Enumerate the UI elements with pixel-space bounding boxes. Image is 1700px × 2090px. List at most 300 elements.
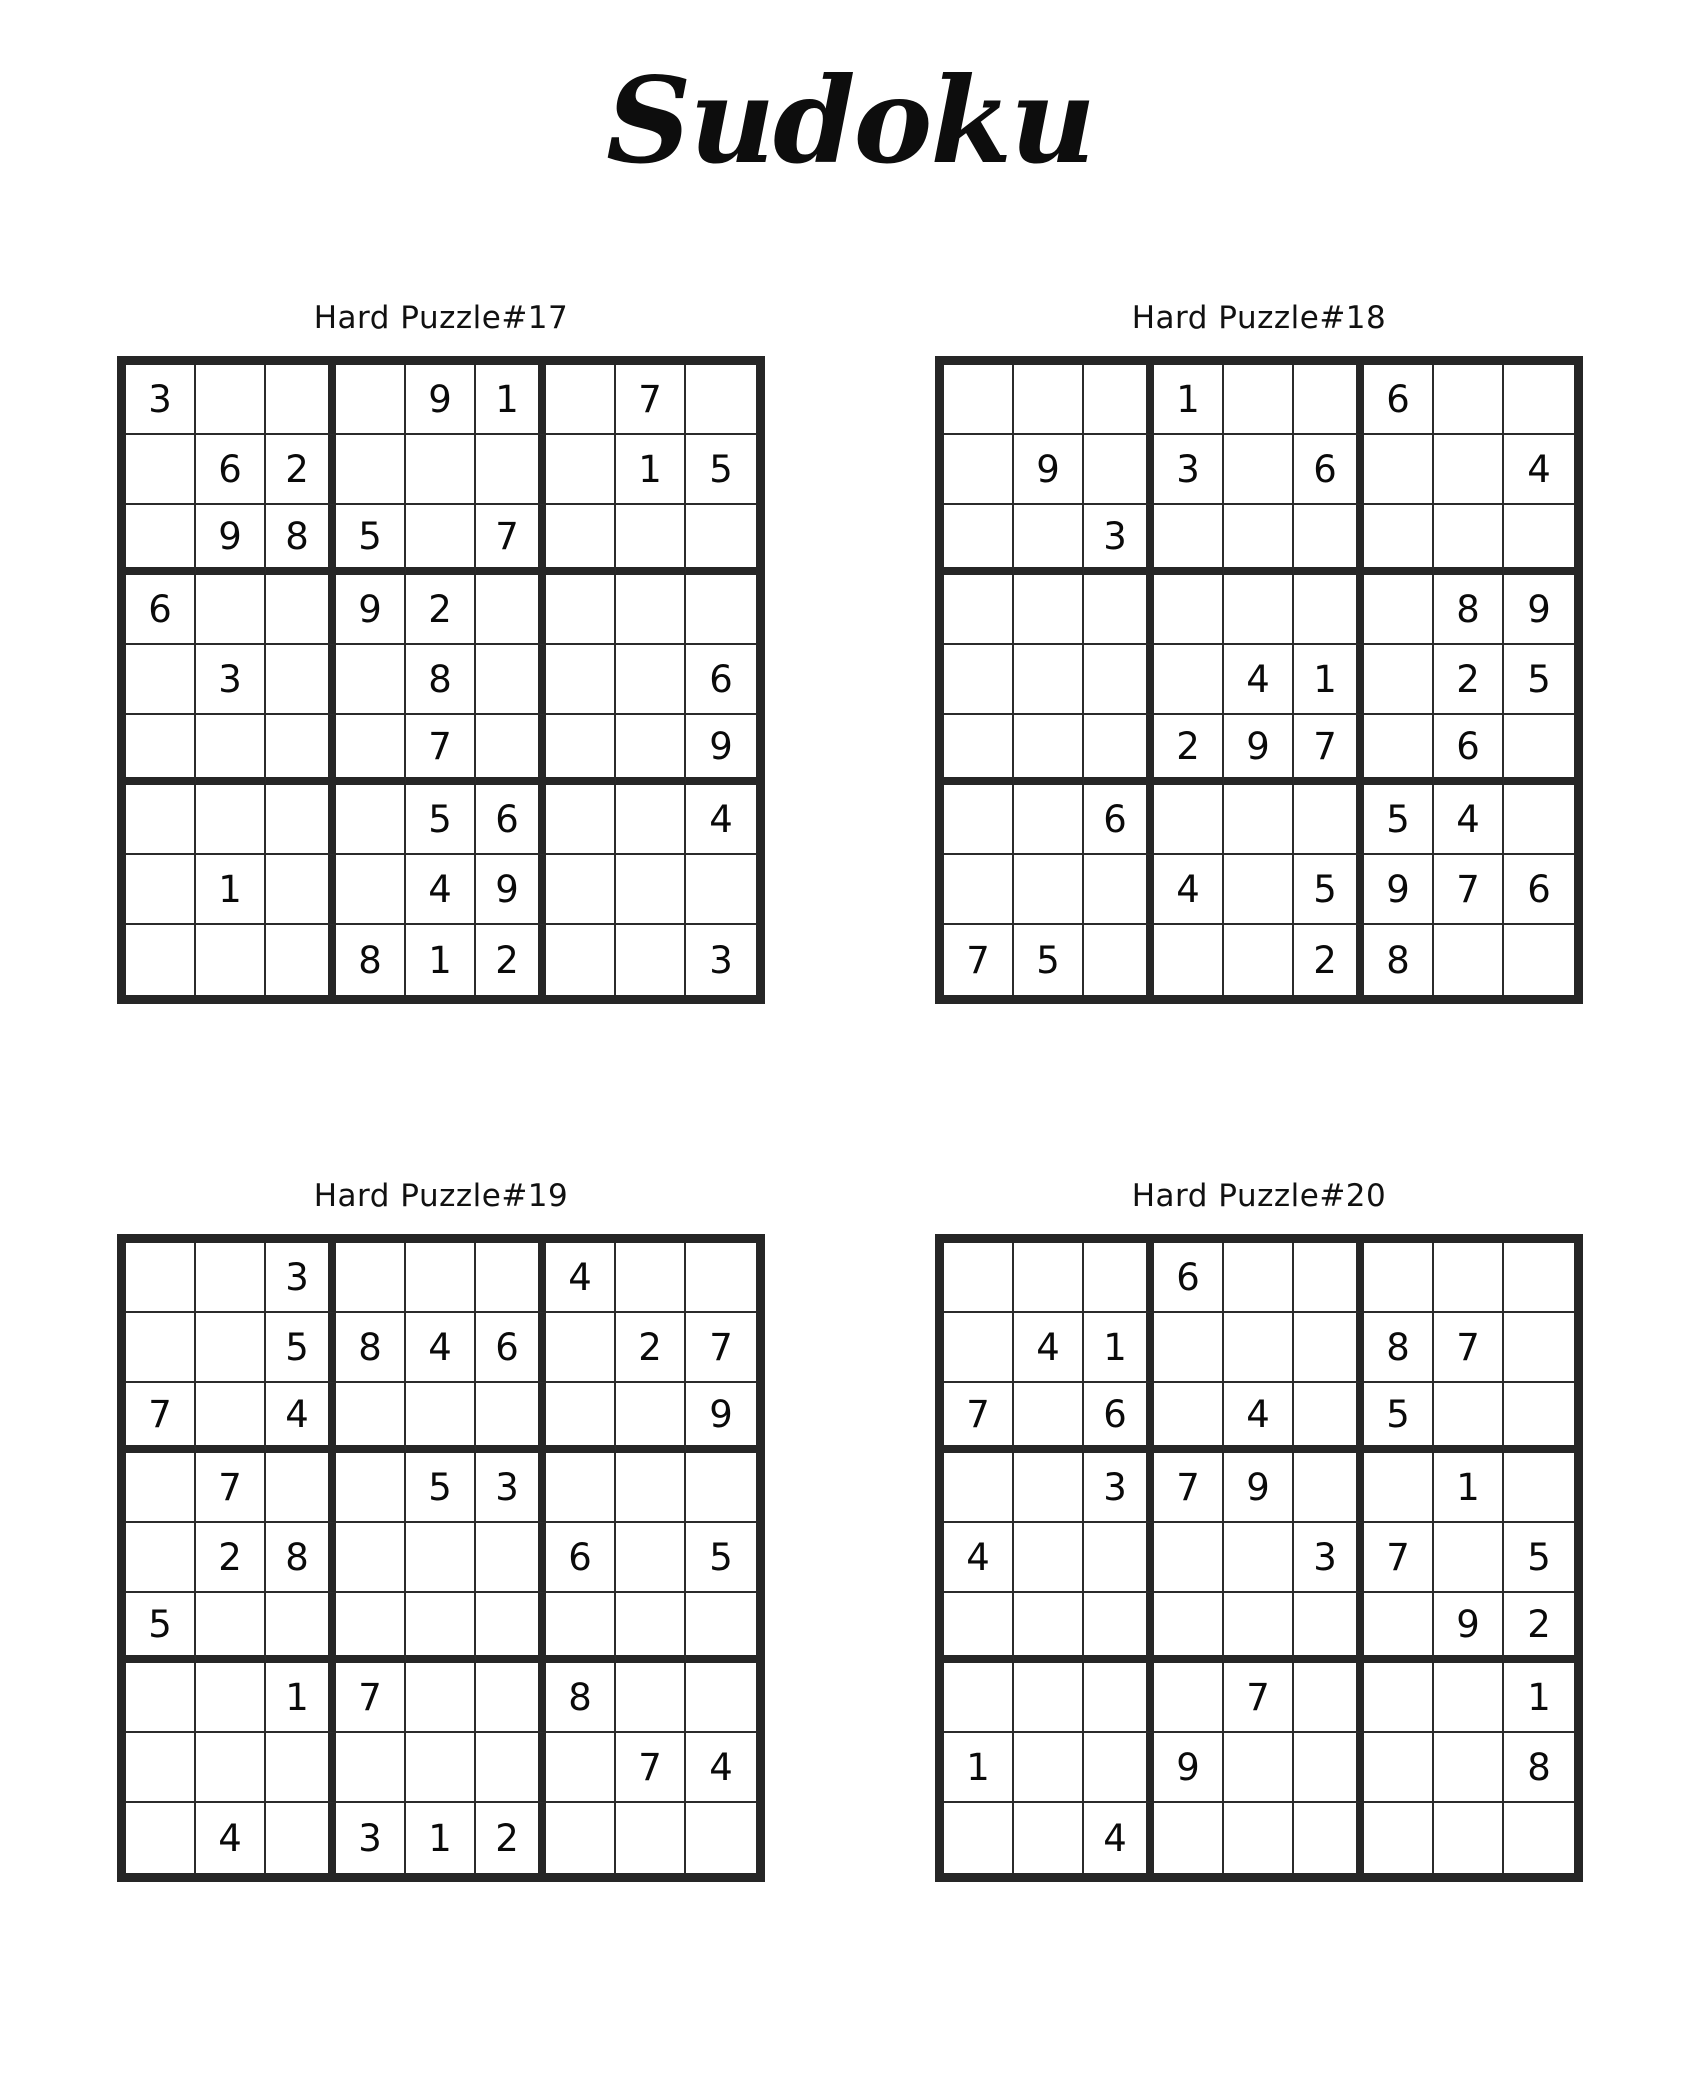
sudoku-cell-p17-r3c4[interactable]: 5 (336, 505, 406, 575)
sudoku-cell-p19-r3c7[interactable] (546, 1383, 616, 1453)
sudoku-cell-p17-r2c9[interactable]: 5 (686, 435, 756, 505)
sudoku-cell-p18-r2c3[interactable] (1084, 435, 1154, 505)
sudoku-cell-p17-r7c4[interactable] (336, 785, 406, 855)
sudoku-cell-p18-r2c2[interactable]: 9 (1014, 435, 1084, 505)
sudoku-cell-p19-r8c7[interactable] (546, 1733, 616, 1803)
sudoku-cell-p19-r4c3[interactable] (266, 1453, 336, 1523)
sudoku-cell-p17-r8c8[interactable] (616, 855, 686, 925)
sudoku-cell-p19-r1c7[interactable]: 4 (546, 1243, 616, 1313)
sudoku-cell-p19-r2c2[interactable] (196, 1313, 266, 1383)
sudoku-cell-p18-r1c3[interactable] (1084, 365, 1154, 435)
sudoku-cell-p19-r4c8[interactable] (616, 1453, 686, 1523)
sudoku-cell-p19-r6c1[interactable]: 5 (126, 1593, 196, 1663)
sudoku-cell-p19-r1c5[interactable] (406, 1243, 476, 1313)
sudoku-cell-p18-r3c8[interactable] (1434, 505, 1504, 575)
sudoku-cell-p20-r5c6[interactable]: 3 (1294, 1523, 1364, 1593)
sudoku-cell-p19-r9c9[interactable] (686, 1803, 756, 1873)
sudoku-cell-p20-r4c6[interactable] (1294, 1453, 1364, 1523)
sudoku-cell-p17-r8c4[interactable] (336, 855, 406, 925)
sudoku-cell-p19-r1c6[interactable] (476, 1243, 546, 1313)
sudoku-cell-p20-r1c4[interactable]: 6 (1154, 1243, 1224, 1313)
sudoku-cell-p19-r2c1[interactable] (126, 1313, 196, 1383)
sudoku-cell-p19-r5c5[interactable] (406, 1523, 476, 1593)
sudoku-cell-p19-r5c4[interactable] (336, 1523, 406, 1593)
sudoku-cell-p20-r2c4[interactable] (1154, 1313, 1224, 1383)
sudoku-cell-p17-r5c9[interactable]: 6 (686, 645, 756, 715)
sudoku-cell-p18-r5c3[interactable] (1084, 645, 1154, 715)
sudoku-cell-p20-r8c3[interactable] (1084, 1733, 1154, 1803)
sudoku-cell-p17-r9c6[interactable]: 2 (476, 925, 546, 995)
sudoku-cell-p19-r6c7[interactable] (546, 1593, 616, 1663)
sudoku-cell-p18-r8c3[interactable] (1084, 855, 1154, 925)
sudoku-cell-p18-r9c7[interactable]: 8 (1364, 925, 1434, 995)
sudoku-cell-p17-r9c8[interactable] (616, 925, 686, 995)
sudoku-cell-p18-r1c4[interactable]: 1 (1154, 365, 1224, 435)
sudoku-cell-p20-r5c9[interactable]: 5 (1504, 1523, 1574, 1593)
sudoku-cell-p19-r7c9[interactable] (686, 1663, 756, 1733)
sudoku-cell-p18-r6c5[interactable]: 9 (1224, 715, 1294, 785)
sudoku-cell-p20-r2c2[interactable]: 4 (1014, 1313, 1084, 1383)
sudoku-cell-p19-r3c1[interactable]: 7 (126, 1383, 196, 1453)
sudoku-cell-p17-r8c3[interactable] (266, 855, 336, 925)
sudoku-cell-p19-r5c7[interactable]: 6 (546, 1523, 616, 1593)
sudoku-cell-p20-r2c6[interactable] (1294, 1313, 1364, 1383)
sudoku-cell-p19-r7c3[interactable]: 1 (266, 1663, 336, 1733)
sudoku-cell-p20-r8c1[interactable]: 1 (944, 1733, 1014, 1803)
sudoku-cell-p18-r2c4[interactable]: 3 (1154, 435, 1224, 505)
sudoku-cell-p18-r6c4[interactable]: 2 (1154, 715, 1224, 785)
sudoku-cell-p19-r6c5[interactable] (406, 1593, 476, 1663)
sudoku-cell-p20-r3c6[interactable] (1294, 1383, 1364, 1453)
sudoku-cell-p18-r8c1[interactable] (944, 855, 1014, 925)
sudoku-cell-p17-r3c5[interactable] (406, 505, 476, 575)
sudoku-cell-p18-r4c2[interactable] (1014, 575, 1084, 645)
sudoku-cell-p20-r2c5[interactable] (1224, 1313, 1294, 1383)
sudoku-cell-p17-r2c3[interactable]: 2 (266, 435, 336, 505)
sudoku-cell-p20-r8c5[interactable] (1224, 1733, 1294, 1803)
sudoku-cell-p19-r6c3[interactable] (266, 1593, 336, 1663)
sudoku-cell-p19-r7c5[interactable] (406, 1663, 476, 1733)
sudoku-cell-p18-r1c9[interactable] (1504, 365, 1574, 435)
sudoku-cell-p19-r3c2[interactable] (196, 1383, 266, 1453)
sudoku-cell-p17-r7c6[interactable]: 6 (476, 785, 546, 855)
sudoku-cell-p18-r4c1[interactable] (944, 575, 1014, 645)
sudoku-cell-p17-r8c5[interactable]: 4 (406, 855, 476, 925)
sudoku-cell-p18-r2c5[interactable] (1224, 435, 1294, 505)
sudoku-cell-p18-r6c7[interactable] (1364, 715, 1434, 785)
sudoku-cell-p17-r9c1[interactable] (126, 925, 196, 995)
sudoku-cell-p19-r2c8[interactable]: 2 (616, 1313, 686, 1383)
sudoku-cell-p20-r6c1[interactable] (944, 1593, 1014, 1663)
sudoku-cell-p18-r9c1[interactable]: 7 (944, 925, 1014, 995)
sudoku-cell-p19-r8c1[interactable] (126, 1733, 196, 1803)
sudoku-cell-p19-r2c4[interactable]: 8 (336, 1313, 406, 1383)
sudoku-cell-p17-r7c5[interactable]: 5 (406, 785, 476, 855)
sudoku-cell-p20-r5c1[interactable]: 4 (944, 1523, 1014, 1593)
sudoku-cell-p18-r1c2[interactable] (1014, 365, 1084, 435)
sudoku-cell-p17-r7c9[interactable]: 4 (686, 785, 756, 855)
sudoku-cell-p18-r5c2[interactable] (1014, 645, 1084, 715)
sudoku-cell-p20-r9c5[interactable] (1224, 1803, 1294, 1873)
sudoku-cell-p17-r1c9[interactable] (686, 365, 756, 435)
sudoku-cell-p17-r2c4[interactable] (336, 435, 406, 505)
sudoku-cell-p20-r1c2[interactable] (1014, 1243, 1084, 1313)
sudoku-cell-p17-r1c5[interactable]: 9 (406, 365, 476, 435)
sudoku-cell-p19-r1c8[interactable] (616, 1243, 686, 1313)
sudoku-cell-p17-r8c7[interactable] (546, 855, 616, 925)
sudoku-cell-p19-r5c9[interactable]: 5 (686, 1523, 756, 1593)
sudoku-cell-p19-r8c2[interactable] (196, 1733, 266, 1803)
sudoku-cell-p20-r3c8[interactable] (1434, 1383, 1504, 1453)
sudoku-cell-p19-r9c7[interactable] (546, 1803, 616, 1873)
sudoku-cell-p17-r7c2[interactable] (196, 785, 266, 855)
sudoku-cell-p20-r1c3[interactable] (1084, 1243, 1154, 1313)
sudoku-cell-p19-r4c4[interactable] (336, 1453, 406, 1523)
sudoku-cell-p19-r4c5[interactable]: 5 (406, 1453, 476, 1523)
sudoku-cell-p17-r9c2[interactable] (196, 925, 266, 995)
sudoku-cell-p18-r7c2[interactable] (1014, 785, 1084, 855)
sudoku-cell-p20-r2c9[interactable] (1504, 1313, 1574, 1383)
sudoku-cell-p20-r1c6[interactable] (1294, 1243, 1364, 1313)
sudoku-cell-p20-r8c8[interactable] (1434, 1733, 1504, 1803)
sudoku-cell-p18-r8c9[interactable]: 6 (1504, 855, 1574, 925)
sudoku-cell-p20-r8c9[interactable]: 8 (1504, 1733, 1574, 1803)
sudoku-cell-p19-r2c3[interactable]: 5 (266, 1313, 336, 1383)
sudoku-cell-p17-r1c3[interactable] (266, 365, 336, 435)
sudoku-cell-p17-r2c1[interactable] (126, 435, 196, 505)
sudoku-cell-p19-r4c9[interactable] (686, 1453, 756, 1523)
sudoku-cell-p18-r6c2[interactable] (1014, 715, 1084, 785)
sudoku-cell-p20-r4c3[interactable]: 3 (1084, 1453, 1154, 1523)
sudoku-cell-p20-r3c1[interactable]: 7 (944, 1383, 1014, 1453)
sudoku-cell-p17-r4c8[interactable] (616, 575, 686, 645)
sudoku-cell-p18-r3c3[interactable]: 3 (1084, 505, 1154, 575)
sudoku-cell-p18-r9c4[interactable] (1154, 925, 1224, 995)
sudoku-cell-p19-r9c6[interactable]: 2 (476, 1803, 546, 1873)
sudoku-cell-p19-r9c8[interactable] (616, 1803, 686, 1873)
sudoku-cell-p19-r3c3[interactable]: 4 (266, 1383, 336, 1453)
sudoku-cell-p18-r7c8[interactable]: 4 (1434, 785, 1504, 855)
sudoku-cell-p20-r7c8[interactable] (1434, 1663, 1504, 1733)
sudoku-cell-p19-r9c1[interactable] (126, 1803, 196, 1873)
sudoku-cell-p19-r8c8[interactable]: 7 (616, 1733, 686, 1803)
sudoku-cell-p17-r4c7[interactable] (546, 575, 616, 645)
sudoku-cell-p17-r8c6[interactable]: 9 (476, 855, 546, 925)
sudoku-cell-p18-r9c2[interactable]: 5 (1014, 925, 1084, 995)
sudoku-cell-p18-r2c7[interactable] (1364, 435, 1434, 505)
sudoku-cell-p18-r2c1[interactable] (944, 435, 1014, 505)
sudoku-cell-p18-r6c1[interactable] (944, 715, 1014, 785)
sudoku-cell-p20-r4c2[interactable] (1014, 1453, 1084, 1523)
sudoku-cell-p20-r2c3[interactable]: 1 (1084, 1313, 1154, 1383)
sudoku-cell-p18-r8c2[interactable] (1014, 855, 1084, 925)
sudoku-cell-p18-r5c4[interactable] (1154, 645, 1224, 715)
sudoku-cell-p19-r9c4[interactable]: 3 (336, 1803, 406, 1873)
sudoku-cell-p18-r3c2[interactable] (1014, 505, 1084, 575)
sudoku-cell-p20-r4c7[interactable] (1364, 1453, 1434, 1523)
sudoku-cell-p19-r7c1[interactable] (126, 1663, 196, 1733)
sudoku-cell-p18-r5c9[interactable]: 5 (1504, 645, 1574, 715)
sudoku-cell-p17-r3c2[interactable]: 9 (196, 505, 266, 575)
sudoku-cell-p19-r2c6[interactable]: 6 (476, 1313, 546, 1383)
sudoku-cell-p20-r9c8[interactable] (1434, 1803, 1504, 1873)
sudoku-cell-p19-r8c6[interactable] (476, 1733, 546, 1803)
sudoku-cell-p19-r1c2[interactable] (196, 1243, 266, 1313)
sudoku-cell-p17-r5c8[interactable] (616, 645, 686, 715)
sudoku-cell-p19-r7c7[interactable]: 8 (546, 1663, 616, 1733)
sudoku-cell-p19-r8c9[interactable]: 4 (686, 1733, 756, 1803)
sudoku-grid-19[interactable] (117, 1234, 765, 1882)
sudoku-cell-p20-r4c9[interactable] (1504, 1453, 1574, 1523)
sudoku-cell-p18-r7c4[interactable] (1154, 785, 1224, 855)
sudoku-cell-p18-r5c7[interactable] (1364, 645, 1434, 715)
sudoku-cell-p17-r1c6[interactable]: 1 (476, 365, 546, 435)
sudoku-cell-p18-r9c9[interactable] (1504, 925, 1574, 995)
sudoku-cell-p20-r6c2[interactable] (1014, 1593, 1084, 1663)
sudoku-cell-p20-r7c4[interactable] (1154, 1663, 1224, 1733)
sudoku-cell-p19-r6c8[interactable] (616, 1593, 686, 1663)
sudoku-cell-p20-r6c8[interactable]: 9 (1434, 1593, 1504, 1663)
sudoku-cell-p17-r4c5[interactable]: 2 (406, 575, 476, 645)
sudoku-cell-p18-r8c4[interactable]: 4 (1154, 855, 1224, 925)
sudoku-cell-p17-r6c8[interactable] (616, 715, 686, 785)
sudoku-cell-p20-r2c8[interactable]: 7 (1434, 1313, 1504, 1383)
sudoku-cell-p18-r5c1[interactable] (944, 645, 1014, 715)
sudoku-cell-p18-r4c3[interactable] (1084, 575, 1154, 645)
sudoku-cell-p19-r4c2[interactable]: 7 (196, 1453, 266, 1523)
sudoku-cell-p19-r7c4[interactable]: 7 (336, 1663, 406, 1733)
sudoku-cell-p17-r9c5[interactable]: 1 (406, 925, 476, 995)
sudoku-cell-p19-r7c2[interactable] (196, 1663, 266, 1733)
sudoku-grid-17[interactable] (117, 356, 765, 1004)
sudoku-cell-p20-r3c5[interactable]: 4 (1224, 1383, 1294, 1453)
sudoku-cell-p20-r5c3[interactable] (1084, 1523, 1154, 1593)
sudoku-cell-p17-r5c6[interactable] (476, 645, 546, 715)
sudoku-cell-p17-r3c3[interactable]: 8 (266, 505, 336, 575)
sudoku-cell-p18-r3c9[interactable] (1504, 505, 1574, 575)
sudoku-cell-p19-r4c7[interactable] (546, 1453, 616, 1523)
sudoku-cell-p19-r2c9[interactable]: 7 (686, 1313, 756, 1383)
sudoku-cell-p20-r7c3[interactable] (1084, 1663, 1154, 1733)
sudoku-cell-p17-r2c5[interactable] (406, 435, 476, 505)
sudoku-cell-p20-r2c7[interactable]: 8 (1364, 1313, 1434, 1383)
sudoku-cell-p17-r3c7[interactable] (546, 505, 616, 575)
sudoku-cell-p17-r4c6[interactable] (476, 575, 546, 645)
sudoku-cell-p18-r4c5[interactable] (1224, 575, 1294, 645)
sudoku-cell-p18-r2c8[interactable] (1434, 435, 1504, 505)
sudoku-cell-p20-r6c6[interactable] (1294, 1593, 1364, 1663)
sudoku-cell-p19-r3c4[interactable] (336, 1383, 406, 1453)
sudoku-cell-p20-r9c6[interactable] (1294, 1803, 1364, 1873)
sudoku-cell-p19-r9c2[interactable]: 4 (196, 1803, 266, 1873)
sudoku-cell-p17-r6c5[interactable]: 7 (406, 715, 476, 785)
sudoku-cell-p17-r3c1[interactable] (126, 505, 196, 575)
sudoku-cell-p17-r8c2[interactable]: 1 (196, 855, 266, 925)
sudoku-cell-p17-r6c1[interactable] (126, 715, 196, 785)
sudoku-cell-p17-r6c4[interactable] (336, 715, 406, 785)
sudoku-cell-p18-r7c5[interactable] (1224, 785, 1294, 855)
sudoku-cell-p17-r1c4[interactable] (336, 365, 406, 435)
sudoku-cell-p17-r2c6[interactable] (476, 435, 546, 505)
sudoku-cell-p20-r7c5[interactable]: 7 (1224, 1663, 1294, 1733)
sudoku-cell-p20-r3c7[interactable]: 5 (1364, 1383, 1434, 1453)
sudoku-cell-p20-r6c9[interactable]: 2 (1504, 1593, 1574, 1663)
sudoku-cell-p17-r3c8[interactable] (616, 505, 686, 575)
sudoku-cell-p17-r7c8[interactable] (616, 785, 686, 855)
sudoku-cell-p19-r9c5[interactable]: 1 (406, 1803, 476, 1873)
sudoku-cell-p18-r8c7[interactable]: 9 (1364, 855, 1434, 925)
sudoku-cell-p18-r7c3[interactable]: 6 (1084, 785, 1154, 855)
sudoku-cell-p20-r7c2[interactable] (1014, 1663, 1084, 1733)
sudoku-cell-p18-r7c7[interactable]: 5 (1364, 785, 1434, 855)
sudoku-cell-p19-r5c1[interactable] (126, 1523, 196, 1593)
sudoku-cell-p17-r1c7[interactable] (546, 365, 616, 435)
sudoku-cell-p17-r9c9[interactable]: 3 (709, 938, 733, 982)
sudoku-cell-p19-r6c4[interactable] (336, 1593, 406, 1663)
sudoku-cell-p18-r4c7[interactable] (1364, 575, 1434, 645)
sudoku-cell-p19-r9c3[interactable] (266, 1803, 336, 1873)
sudoku-cell-p18-r7c9[interactable] (1504, 785, 1574, 855)
sudoku-cell-p19-r8c3[interactable] (266, 1733, 336, 1803)
sudoku-cell-p19-r7c8[interactable] (616, 1663, 686, 1733)
sudoku-cell-p19-r8c4[interactable] (336, 1733, 406, 1803)
sudoku-cell-p18-r4c9[interactable]: 9 (1504, 575, 1574, 645)
sudoku-grid-18[interactable] (935, 356, 1583, 1004)
sudoku-cell-p20-r1c9[interactable] (1504, 1243, 1574, 1313)
sudoku-cell-p20-r5c4[interactable] (1154, 1523, 1224, 1593)
sudoku-cell-p17-r5c2[interactable]: 3 (196, 645, 266, 715)
sudoku-grid-20[interactable] (935, 1234, 1583, 1882)
sudoku-cell-p17-r6c7[interactable] (546, 715, 616, 785)
sudoku-cell-p18-r1c1[interactable] (944, 365, 1014, 435)
sudoku-cell-p18-r1c6[interactable] (1294, 365, 1364, 435)
sudoku-cell-p17-r6c6[interactable] (476, 715, 546, 785)
sudoku-cell-p18-r6c3[interactable] (1084, 715, 1154, 785)
sudoku-cell-p20-r1c1[interactable] (944, 1243, 1014, 1313)
sudoku-cell-p19-r5c6[interactable] (476, 1523, 546, 1593)
sudoku-cell-p18-r3c5[interactable] (1224, 505, 1294, 575)
sudoku-cell-p19-r4c1[interactable] (126, 1453, 196, 1523)
sudoku-cell-p17-r3c9[interactable] (686, 505, 756, 575)
sudoku-cell-p17-r9c3[interactable] (266, 925, 336, 995)
sudoku-cell-p18-r5c8[interactable]: 2 (1434, 645, 1504, 715)
sudoku-cell-p18-r7c6[interactable] (1294, 785, 1364, 855)
sudoku-cell-p18-r6c6[interactable]: 7 (1294, 715, 1364, 785)
sudoku-cell-p18-r5c5[interactable]: 4 (1224, 645, 1294, 715)
sudoku-cell-p18-r4c6[interactable] (1294, 575, 1364, 645)
sudoku-cell-p17-r8c9[interactable] (686, 855, 756, 925)
sudoku-cell-p19-r7c6[interactable] (476, 1663, 546, 1733)
sudoku-cell-p17-r6c2[interactable] (196, 715, 266, 785)
sudoku-cell-p20-r4c1[interactable] (944, 1453, 1014, 1523)
sudoku-cell-p19-r8c5[interactable] (406, 1733, 476, 1803)
sudoku-cell-p20-r6c3[interactable] (1084, 1593, 1154, 1663)
sudoku-cell-p17-r5c5[interactable]: 8 (406, 645, 476, 715)
sudoku-cell-p17-r7c7[interactable] (546, 785, 616, 855)
sudoku-cell-p18-r8c5[interactable] (1224, 855, 1294, 925)
sudoku-cell-p18-r6c9[interactable] (1504, 715, 1574, 785)
sudoku-cell-p20-r4c4[interactable]: 7 (1154, 1453, 1224, 1523)
sudoku-cell-p20-r7c1[interactable] (944, 1663, 1014, 1733)
sudoku-cell-p20-r8c6[interactable] (1294, 1733, 1364, 1803)
sudoku-cell-p17-r1c1[interactable]: 3 (126, 365, 196, 435)
sudoku-cell-p19-r3c9[interactable]: 9 (686, 1383, 756, 1453)
sudoku-cell-p20-r8c4[interactable]: 9 (1154, 1733, 1224, 1803)
sudoku-cell-p19-r2c7[interactable] (546, 1313, 616, 1383)
sudoku-cell-p20-r7c9[interactable]: 1 (1504, 1663, 1574, 1733)
sudoku-cell-p17-r4c2[interactable] (196, 575, 266, 645)
sudoku-cell-p19-r2c5[interactable]: 4 (406, 1313, 476, 1383)
sudoku-cell-p17-r5c1[interactable] (126, 645, 196, 715)
sudoku-cell-p20-r2c1[interactable] (944, 1313, 1014, 1383)
sudoku-cell-p20-r3c3[interactable]: 6 (1084, 1383, 1154, 1453)
sudoku-cell-p17-r5c3[interactable] (266, 645, 336, 715)
sudoku-cell-p20-r9c2[interactable] (1014, 1803, 1084, 1873)
sudoku-cell-p19-r5c3[interactable]: 8 (266, 1523, 336, 1593)
sudoku-cell-p18-r4c4[interactable] (1154, 575, 1224, 645)
sudoku-cell-p20-r5c8[interactable] (1434, 1523, 1504, 1593)
sudoku-cell-p19-r1c1[interactable] (126, 1243, 196, 1313)
sudoku-cell-p18-r9c3[interactable] (1084, 925, 1154, 995)
sudoku-cell-p18-r8c6[interactable]: 5 (1294, 855, 1364, 925)
sudoku-cell-p20-r8c7[interactable] (1364, 1733, 1434, 1803)
sudoku-cell-p18-r1c7[interactable]: 6 (1364, 365, 1434, 435)
sudoku-cell-p20-r1c7[interactable] (1364, 1243, 1434, 1313)
sudoku-cell-p18-r9c5[interactable] (1224, 925, 1294, 995)
sudoku-cell-p18-r1c8[interactable] (1434, 365, 1504, 435)
sudoku-cell-p17-r6c3[interactable] (266, 715, 336, 785)
sudoku-cell-p18-r2c6[interactable]: 6 (1294, 435, 1364, 505)
sudoku-cell-p19-r1c3[interactable]: 3 (266, 1243, 336, 1313)
sudoku-cell-p17-r2c2[interactable]: 6 (196, 435, 266, 505)
sudoku-cell-p19-r6c9[interactable] (686, 1593, 756, 1663)
sudoku-cell-p19-r5c2[interactable]: 2 (196, 1523, 266, 1593)
sudoku-cell-p20-r5c5[interactable] (1224, 1523, 1294, 1593)
sudoku-cell-p20-r3c4[interactable] (1154, 1383, 1224, 1453)
sudoku-cell-p20-r1c5[interactable] (1224, 1243, 1294, 1313)
sudoku-cell-p18-r3c4[interactable] (1154, 505, 1224, 575)
sudoku-cell-p17-r1c8[interactable]: 7 (616, 365, 686, 435)
sudoku-cell-p19-r3c6[interactable] (476, 1383, 546, 1453)
sudoku-cell-p20-r7c7[interactable] (1364, 1663, 1434, 1733)
sudoku-cell-p19-r4c6[interactable]: 3 (476, 1453, 546, 1523)
sudoku-cell-p17-r4c9[interactable] (686, 575, 756, 645)
sudoku-cell-p19-r1c9[interactable] (686, 1243, 756, 1313)
sudoku-cell-p20-r9c1[interactable] (944, 1803, 1014, 1873)
sudoku-cell-p17-r5c4[interactable] (336, 645, 406, 715)
sudoku-cell-p19-r6c6[interactable] (476, 1593, 546, 1663)
sudoku-cell-p17-r2c8[interactable]: 1 (616, 435, 686, 505)
sudoku-cell-p17-r6c9[interactable]: 9 (686, 715, 756, 785)
sudoku-cell-p20-r6c7[interactable] (1364, 1593, 1434, 1663)
sudoku-cell-p20-r9c9[interactable] (1504, 1803, 1574, 1873)
sudoku-cell-p17-r3c6[interactable]: 7 (476, 505, 546, 575)
sudoku-cell-p17-r7c1[interactable] (126, 785, 196, 855)
sudoku-cell-p18-r8c8[interactable]: 7 (1434, 855, 1504, 925)
sudoku-cell-p20-r9c7[interactable] (1364, 1803, 1434, 1873)
sudoku-cell-p17-r1c2[interactable] (196, 365, 266, 435)
sudoku-cell-p20-r1c8[interactable] (1434, 1243, 1504, 1313)
sudoku-cell-p18-r5c6[interactable]: 1 (1294, 645, 1364, 715)
sudoku-cell-p19-r3c8[interactable] (616, 1383, 686, 1453)
sudoku-cell-p20-r5c7[interactable]: 7 (1364, 1523, 1434, 1593)
sudoku-cell-p18-r2c9[interactable]: 4 (1504, 435, 1574, 505)
sudoku-cell-p18-r9c6[interactable]: 2 (1294, 925, 1364, 995)
sudoku-cell-p18-r3c1[interactable] (944, 505, 1014, 575)
sudoku-cell-p18-r6c8[interactable]: 6 (1434, 715, 1504, 785)
sudoku-cell-p20-r3c2[interactable] (1014, 1383, 1084, 1453)
sudoku-cell-p17-r9c4[interactable]: 8 (336, 925, 406, 995)
